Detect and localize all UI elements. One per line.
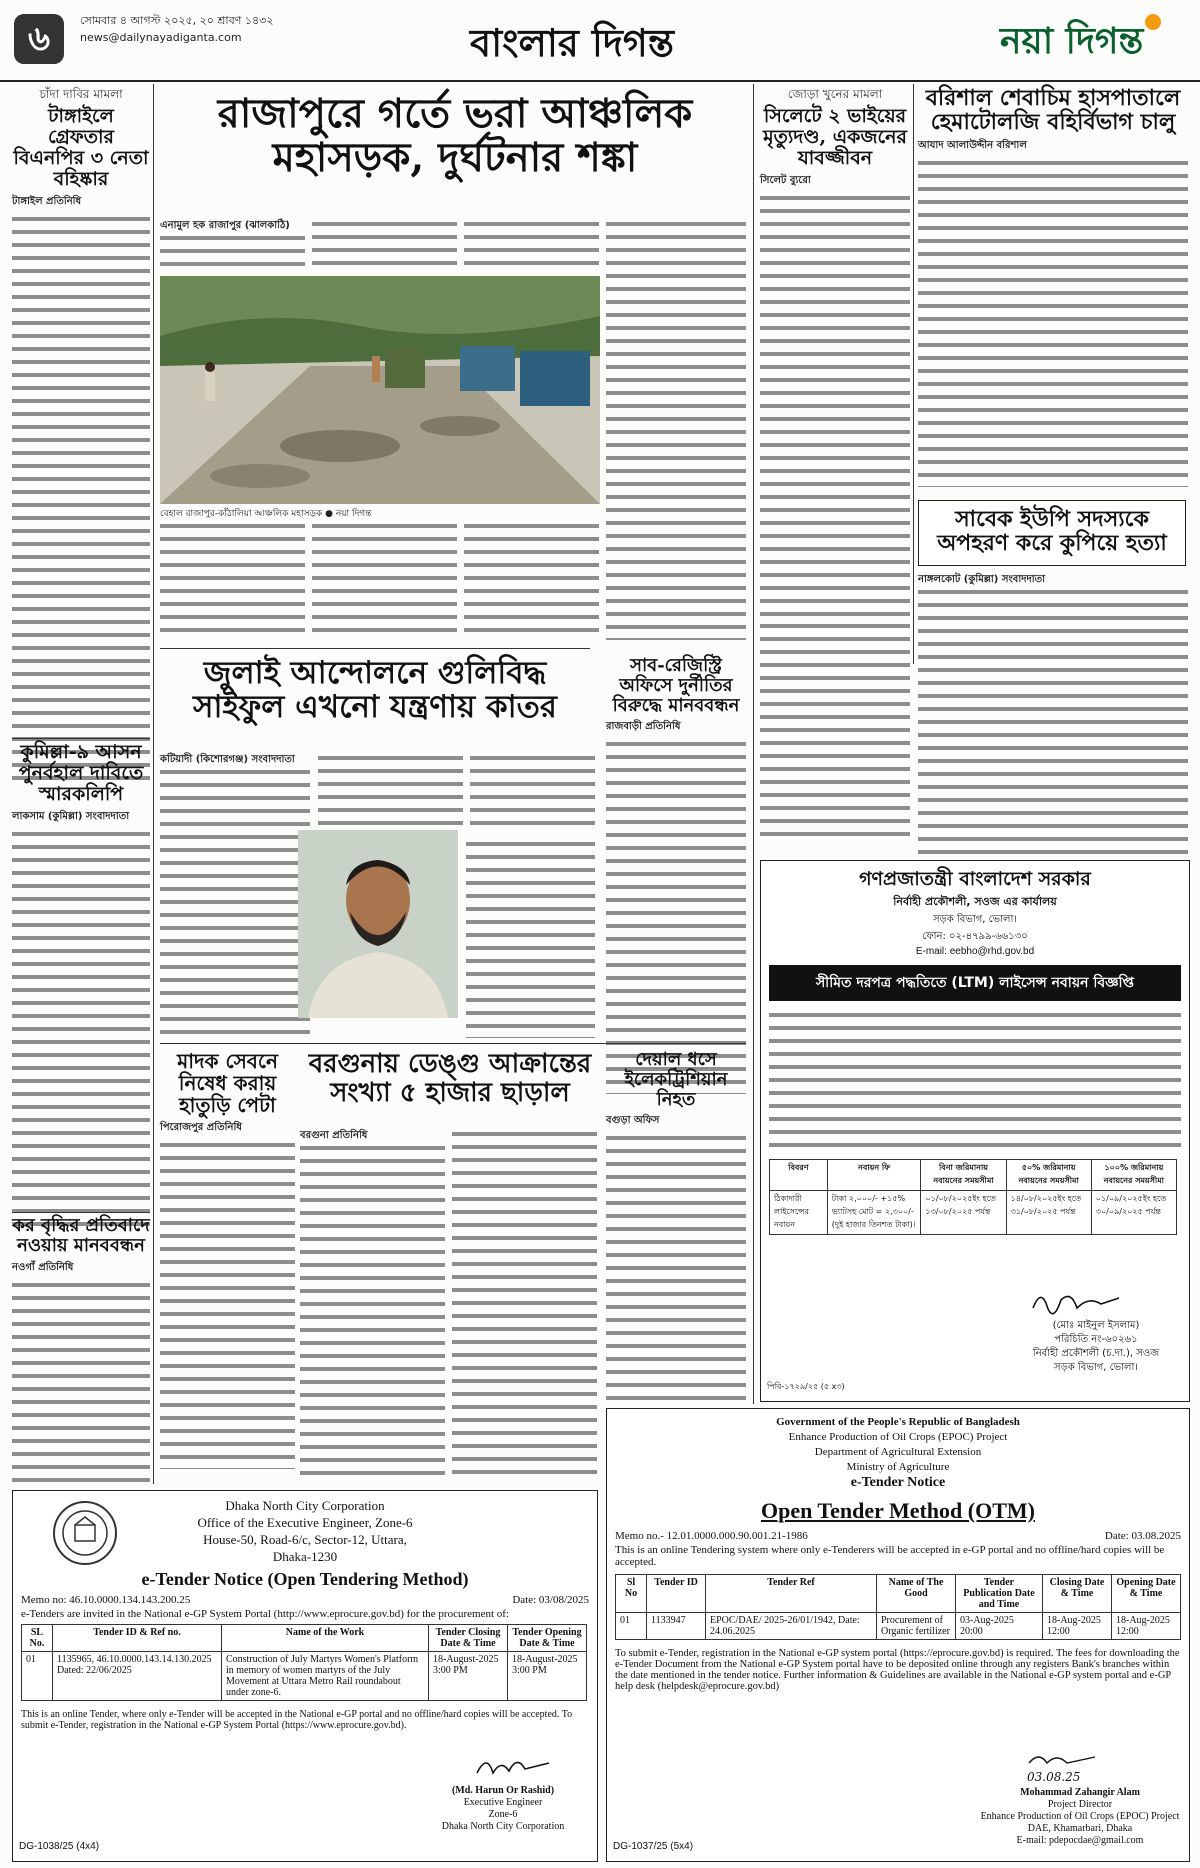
table-header: Name of the Work — [222, 1625, 429, 1652]
table-cell: ১৪/০৮/২০২৫ইং হতে ৩১/০৮/২০২৫ পর্যন্ত — [1006, 1190, 1091, 1234]
signatory-email: E-mail: pdepocdae@gmail.com — [1016, 1835, 1144, 1846]
table-cell: 01 — [22, 1652, 53, 1701]
table-cell: Procurement of Organic fertilizer — [877, 1613, 956, 1640]
signatory-zone: Zone-6 — [488, 1809, 518, 1820]
rhd-body — [769, 1009, 1181, 1149]
story-headline: টাঙ্গাইলে গ্রেফতার বিএনপির ৩ নেতা বহিষ্কার — [13, 105, 149, 190]
story-headline: মাদক সেবনে নিষেধ করায় হাতুড়ি পেটা — [177, 1049, 278, 1117]
story-headline: সাবেক ইউপি সদস্যকে অপহরণ করে কুপিয়ে হত্যা — [937, 506, 1167, 557]
story-july — [160, 656, 590, 724]
main-body-intro — [160, 232, 305, 272]
table-header: Tender ID & Ref no. — [53, 1625, 222, 1652]
story-byline: আযাদ আলাউদ্দীন বরিশাল — [918, 140, 1027, 152]
table-cell: EPOC/DAE/ 2025-26/01/1942, Date: 24.06.2025 — [706, 1613, 877, 1640]
table-cell: টাকা ২,০০০/- +১৫% ভ্যাটসহ মোট = ২,৩০০/- (দুই হাজার তিনশত টাকা)। — [827, 1190, 921, 1234]
story-body — [12, 1279, 150, 1491]
story-byline: রাজবাড়ী প্রতিনিধি — [606, 721, 681, 733]
epoc-signature — [1027, 1751, 1097, 1784]
dncc-line1: Dhaka North City Corporation — [225, 1498, 385, 1513]
story-wall — [606, 1050, 746, 1432]
rhd-header — [761, 869, 1189, 957]
table-header: Name of The Good — [877, 1575, 956, 1613]
epoc-table — [615, 1574, 1181, 1640]
july-body — [160, 766, 310, 1036]
dncc-signatory — [413, 1785, 593, 1833]
main-body — [312, 520, 457, 640]
masthead — [0, 0, 1200, 82]
column-rule — [153, 84, 154, 1484]
story-body — [606, 738, 746, 1094]
column-rule — [913, 84, 914, 664]
story-headline: সাব-রেজিস্ট্রি অফিসে দুর্নীতির বিরুদ্ধে মানববন্ধন — [612, 655, 740, 716]
story-body — [606, 1132, 746, 1432]
story-divider — [12, 1212, 150, 1213]
saiful-photo — [298, 830, 458, 1018]
table-header: Closing Date & Time — [1043, 1575, 1112, 1613]
sun-icon — [1145, 14, 1161, 30]
story-headline-line2: সাইফুল এখনো যন্ত্রণায় কাতর — [193, 689, 557, 726]
dengue-byline: বরগুনা প্রতিনিধি — [300, 1130, 368, 1141]
kidnap-body — [918, 586, 1188, 854]
july-body — [318, 752, 463, 832]
signature-image — [1031, 1286, 1121, 1316]
epoc-line5: e-Tender Notice — [850, 1475, 946, 1490]
story-body — [12, 213, 150, 781]
july-byline: কটিয়াদী (কিশোরগঞ্জ) সংবাদদাতা — [160, 754, 295, 765]
story-headline-line2: মহাসড়ক, দুর্ঘটনার শঙ্কা — [272, 134, 638, 181]
rhd-signature — [1031, 1286, 1121, 1322]
table-header: ১০০% জরিমানায় নবায়নের সময়সীমা — [1091, 1159, 1176, 1190]
story-headline: কর বৃদ্ধির প্রতিবাদে নওয়ায় মানববন্ধন — [12, 1215, 150, 1256]
story-body — [160, 1139, 295, 1469]
table-cell: 18-Aug-2025 12:00 — [1112, 1613, 1181, 1640]
table-header: Tender Closing Date & Time — [429, 1625, 508, 1652]
epoc-intro: This is an online Tendering system where only e-Tenderers will be accepted in e-GP portal and no offline/hard copies will be accepted. — [615, 1544, 1165, 1568]
story-byline: টাঙ্গাইল প্রতিনিধি — [12, 195, 82, 207]
dncc-intro: e-Tenders are invited in the National e-GP System Portal (http://www.eprocure.gov.bd) for the procurement of: — [21, 1608, 509, 1620]
signatory-name: (মোঃ মাইনুল ইসলাম) — [1052, 1320, 1140, 1331]
table-cell: 1133947 — [647, 1613, 706, 1640]
main-byline: এনামুল হক রাজাপুর (ঝালকাঠি) — [160, 220, 290, 231]
table-header: Tender Opening Date & Time — [508, 1625, 587, 1652]
dncc-logo-icon — [55, 1503, 115, 1563]
ad-rhd — [760, 860, 1190, 1402]
main-body-intro — [464, 218, 599, 272]
story-divider — [160, 648, 590, 649]
table-row — [22, 1652, 587, 1701]
dncc-footer: This is an online Tender, where only e-Tender will be accepted in the National e-GP portal and no offline/hard copies will be accepted. To submit e-Tender, registration in the National e-GP System Portal (https://www.eprocure.gov.bd). — [21, 1709, 573, 1731]
table-cell: 18-August-2025 3:00 PM — [429, 1652, 508, 1701]
table-row — [770, 1190, 1177, 1234]
signature-date: 03.08.25 — [1027, 1770, 1081, 1784]
story-body — [918, 157, 1188, 487]
table-cell: 1135965, 46.10.0000.143.14.130.2025 Dated: 22/06/2025 — [53, 1652, 222, 1701]
table-header: বিবরণ — [770, 1159, 828, 1190]
epoc-memo-row — [615, 1530, 1181, 1542]
story-kumilla9 — [12, 742, 150, 1228]
story-byline: বগুড়া অফিস — [606, 1115, 660, 1127]
rhd-division: সড়ক বিভাগ, ভোলা। — [933, 913, 1017, 925]
story-byline: সিলেট ব্যুরো — [760, 174, 811, 186]
story-kicker: জোড়া খুনের মামলা — [787, 87, 883, 101]
signatory-project: Enhance Production of Oil Crops (EPOC) Project — [980, 1811, 1180, 1822]
dncc-code: DG-1038/25 (4x4) — [19, 1841, 100, 1852]
signature-image — [473, 1749, 553, 1783]
story-barishal — [918, 86, 1188, 487]
dncc-line3: House-50, Road-6/c, Sector-12, Uttara, — [203, 1532, 407, 1547]
main-photo-caption: বেহাল রাজাপুর-কাঁঠালিয়া আঞ্চলিক মহাসড়ক ● নয়া দিগন্ত — [160, 509, 372, 519]
table-header: Tender Ref — [706, 1575, 877, 1613]
column-rule — [753, 84, 754, 1404]
portrait-image — [298, 830, 458, 1018]
signatory-office: সড়ক বিভাগ, ভোলা। — [1054, 1362, 1138, 1373]
signatory-org: Dhaka North City Corporation — [441, 1821, 565, 1832]
dncc-date: Date: 03/08/2025 — [512, 1594, 589, 1606]
rhd-signatory — [1011, 1319, 1181, 1375]
table-row — [616, 1613, 1181, 1640]
signatory-office: DAE, Khamarbari, Dhaka — [1027, 1823, 1133, 1834]
epoc-line1: Government of the People's Republic of Bangladesh — [776, 1416, 1020, 1428]
table-header: SL No. — [22, 1625, 53, 1652]
story-tangail — [12, 86, 150, 781]
story-kicker: চাঁদা দাবির মামলা — [39, 87, 123, 101]
story-dengue — [300, 1050, 600, 1107]
kidnap-byline: নাঙ্গলকোট (কুমিল্লা) সংবাদদাতা — [918, 574, 1046, 585]
section-title: বাংলার দিগন্ত — [470, 20, 674, 65]
dncc-memo-row — [21, 1594, 589, 1606]
epoc-code: DG-1037/25 (5x4) — [613, 1841, 694, 1852]
sylhet-body-cont — [760, 620, 910, 840]
july-body — [470, 752, 595, 832]
story-drugs — [160, 1050, 295, 1469]
rhd-notice-title: সীমিত দরপত্র পদ্ধতিতে (LTM) লাইসেন্স নবায়ন বিজ্ঞপ্তি — [769, 965, 1181, 1001]
signatory-title: Project Director — [1047, 1799, 1113, 1810]
table-header: Tender ID — [647, 1575, 706, 1613]
main-body — [606, 218, 746, 640]
signatory-id: পরিচিতি নং-৬০২৬১ — [1054, 1334, 1138, 1345]
table-cell: ০১/০৮/২০২৫ইং হতে ১৩/০৮/২০২৫ পর্যন্ত — [921, 1190, 1006, 1234]
website-text: news@dailynayadiganta.com — [80, 31, 242, 44]
story-byline: পিরোজপুর প্রতিনিধি — [160, 1122, 242, 1133]
signatory-title: নির্বাহী প্রকৌশলী (চ.দা.), সওজ — [1032, 1348, 1160, 1359]
table-cell: 18-Aug-2025 12:00 — [1043, 1613, 1112, 1640]
table-header: Tender Publication Date and Time — [956, 1575, 1043, 1613]
rhd-fee-table — [769, 1159, 1177, 1235]
story-tax — [12, 1216, 150, 1491]
epoc-line2: Enhance Production of Oil Crops (EPOC) Project — [788, 1431, 1008, 1443]
story-kumilla-kidnap — [918, 500, 1186, 566]
story-byline: লাকসাম (কুমিল্লা) সংবাদদাতা — [12, 810, 130, 822]
epoc-title: Open Tender Method (OTM) — [760, 1498, 1035, 1523]
dengue-body — [452, 1128, 597, 1482]
table-header: বিনা জরিমানায় নবায়নের সময়সীমা — [921, 1159, 1006, 1190]
dncc-seal — [53, 1501, 117, 1565]
epoc-line4: Ministry of Agriculture — [846, 1461, 950, 1473]
table-header: ৫০% জরিমানায় নবায়নের সময়সীমা — [1006, 1159, 1091, 1190]
epoc-date: Date: 03.08.2025 — [1104, 1530, 1181, 1542]
story-headline: বরিশাল শেবাচিম হাসপাতালে হেমাটোলজি বহির্বিভাগ চালু — [925, 85, 1181, 136]
story-headline: সিলেটে ২ ভাইয়ের মৃত্যুদণ্ড, একজনের যাবজ্জীবন — [763, 105, 907, 169]
main-body — [160, 520, 305, 640]
date-text: সোমবার ৪ আগস্ট ২০২৫, ২০ শ্রাবণ ১৪৩২ — [80, 14, 274, 27]
story-divider — [12, 738, 150, 739]
story-headline-line1: রাজাপুরে গর্তে ভরা আঞ্চলিক — [217, 90, 693, 137]
story-subregistry — [606, 656, 746, 1094]
page-number: ৬ — [14, 14, 64, 64]
table-header: নবায়ন ফি — [827, 1159, 921, 1190]
dncc-line2: Office of the Executive Engineer, Zone-6 — [197, 1515, 413, 1530]
rhd-phone: ফোন: ০২-৪৭৯৯-৬৬১৩০ — [922, 930, 1028, 942]
rhd-email: E-mail: eebho@rhd.gov.bd — [915, 945, 1035, 957]
story-headline-line1: জুলাই আন্দোলনে গুলিবিদ্ধ — [203, 655, 547, 691]
table-header-row — [616, 1575, 1181, 1613]
table-cell: 03-Aug-2025 20:00 — [956, 1613, 1043, 1640]
story-body — [12, 828, 150, 1228]
table-cell: Construction of July Martyrs Women's Platform in memory of women martyrs of the July Movement at Uttara Metro Rail roundabout under zone-6. — [222, 1652, 429, 1701]
table-cell: 18-August-2025 3:00 PM — [508, 1652, 587, 1701]
story-byline: নওগাঁ প্রতিনিধি — [12, 1261, 74, 1273]
story-headline: কুমিল্লা-৯ আসন পুনর্বহাল দাবিতে স্মারকলিপি — [18, 741, 144, 805]
table-header: Opening Date & Time — [1112, 1575, 1181, 1613]
signature-image — [1027, 1751, 1097, 1767]
dncc-title: e-Tender Notice (Open Tendering Method) — [141, 1569, 469, 1589]
ad-epoc — [606, 1408, 1190, 1862]
epoc-signatory — [977, 1787, 1183, 1847]
dncc-table — [21, 1624, 587, 1701]
table-cell: ঠিকাদারী লাইসেন্সের নবায়ন — [770, 1190, 828, 1234]
road-photo — [160, 276, 600, 504]
ad-dncc — [12, 1490, 598, 1862]
epoc-footer: To submit e-Tender, registration in the National e-GP system portal (https://eprocure.gov.bd) is required. The fees for downloading the e-Tender Document from the National e-GP System portal have to be deposited online through any registers Bank's branches within the date mentioned in the tender notice. Further information & Guidelines are available in the National e-GP system portal and e-GP help desk (helpdesk@eprocure.gov.bd) — [615, 1648, 1180, 1692]
dengue-body — [300, 1142, 445, 1482]
epoc-header — [607, 1415, 1189, 1490]
table-cell: 01 — [616, 1613, 647, 1640]
table-cell: ০১/০৯/২০২৫ইং হতে ৩০/০৯/২০২৫ পর্যন্ত — [1091, 1190, 1176, 1234]
rhd-code: পিবি-১৭২৯/২৫ (৫ x৩) — [767, 1382, 845, 1391]
newspaper-logo — [1000, 14, 1161, 74]
story-divider — [160, 1043, 746, 1044]
dncc-signature — [473, 1749, 553, 1787]
epoc-line3: Department of Agricultural Extension — [814, 1446, 982, 1458]
table-header-row — [22, 1625, 587, 1652]
main-body — [464, 520, 599, 640]
story-headline: দেয়াল ধসে ইলেকট্রিশিয়ান নিহত — [624, 1049, 728, 1110]
signatory-name: (Md. Harun Or Rashid) — [451, 1785, 555, 1796]
road-photo-image — [160, 276, 600, 504]
signatory-title: Executive Engineer — [463, 1797, 543, 1808]
dncc-line4: Dhaka-1230 — [272, 1549, 338, 1564]
story-sylhet — [760, 86, 910, 702]
dncc-memo: Memo no: 46.10.0000.134.143.200.25 — [21, 1594, 191, 1606]
dateline — [80, 12, 273, 46]
rhd-office: নির্বাহী প্রকৌশলী, সওজ এর কার্যালয় — [893, 894, 1057, 908]
rhd-gov-title: গণপ্রজাতন্ত্রী বাংলাদেশ সরকার — [859, 868, 1091, 890]
main-body-intro — [312, 218, 457, 272]
story-main — [160, 92, 750, 180]
table-header: Sl No — [616, 1575, 647, 1613]
story-headline: বরগুনায় ডেঙ্গু আক্রান্তের সংখ্যা ৫ হাজার ছাড়াল — [308, 1049, 592, 1108]
epoc-memo: Memo no.- 12.01.0000.000.90.001.21-1986 — [615, 1530, 808, 1542]
logo-text: নয়া দিগন্ত — [1000, 21, 1144, 62]
table-header-row — [770, 1159, 1177, 1190]
signatory-name: Mohammad Zahangir Alam — [1020, 1787, 1140, 1798]
july-body — [466, 838, 595, 1038]
